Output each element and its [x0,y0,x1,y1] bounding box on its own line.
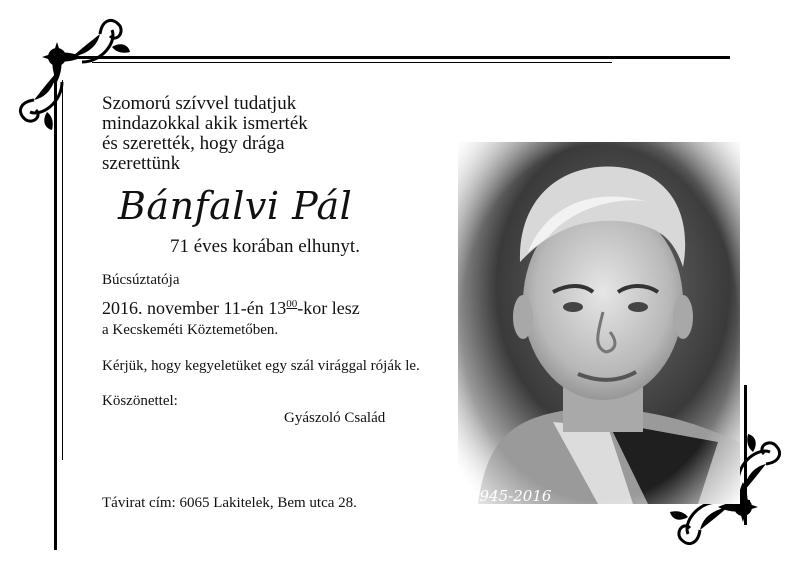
frame-top-line [70,56,730,59]
intro-line: mindazokkal akik ismerték [102,113,308,134]
date-suffix: -kor lesz [297,298,360,318]
photo-years: 1945-2016 [470,487,552,505]
frame-left-line-inner [62,80,63,460]
deceased-name: Bánfalvi Pál [118,184,353,228]
telegram-address: Távirat cím: 6065 Lakitelek, Bem utca 28. [102,495,357,511]
portrait-illustration [458,142,740,504]
intro-line: és szerették, hogy drága [102,133,285,154]
thanks-label: Köszönettel: [102,393,178,409]
family-signature: Gyászoló Család [284,410,386,426]
farewell-label: Búcsúztatója [102,272,180,288]
intro-line: szerettünk [102,153,181,174]
flower-request: Kérjük, hogy kegyeletüket egy szál virággal róják le. [102,358,420,374]
date-main: 2016. november 11-én 13 [102,298,287,318]
age-line: 71 éves korában elhunyt. [170,236,360,257]
frame-left-line [54,60,57,550]
intro-line: Szomorú szívvel tudatjuk [102,93,297,114]
date-minutes: 00 [286,298,298,310]
intro-text [102,94,308,174]
funeral-date [102,298,360,319]
portrait-photo [458,142,740,504]
frame-top-line-inner [92,62,612,63]
funeral-place: a Kecskeméti Köztemetőben. [102,322,279,338]
